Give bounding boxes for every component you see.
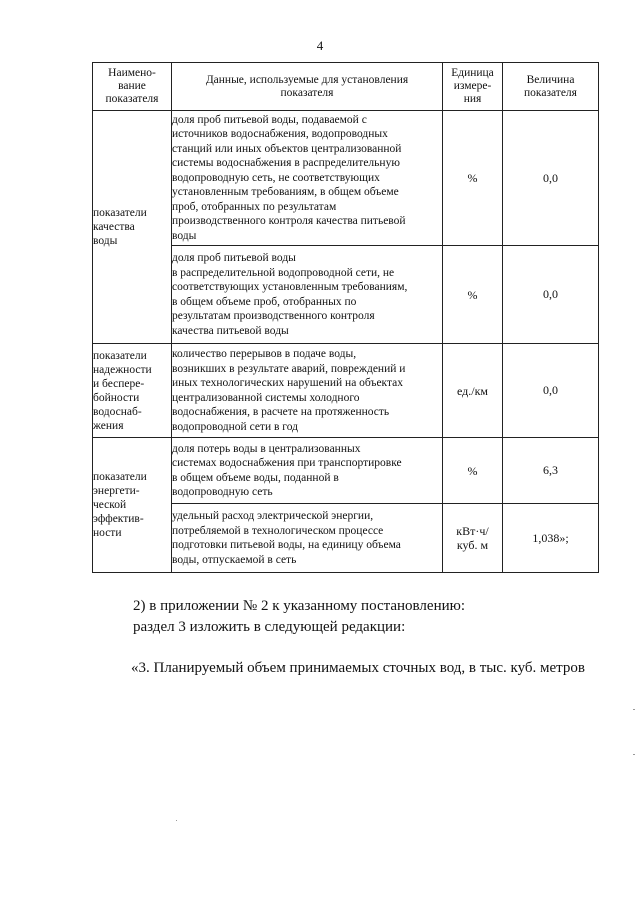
header-value: Величина показателя xyxy=(503,63,599,111)
page-number: 4 xyxy=(316,38,324,53)
scan-speck xyxy=(633,709,635,710)
header-data: Данные, используемые для установления показателя xyxy=(172,63,443,111)
row-unit: % xyxy=(443,111,503,246)
table-row xyxy=(93,438,599,504)
row-description: доля потерь воды в централизованных системах водоснабжения при транспортировке в общем объеме воды, поданной в водопроводную сеть xyxy=(172,438,443,504)
table-row xyxy=(93,344,599,438)
group-name-energy-efficiency: показатели энергети- ческой эффектив- ности xyxy=(93,438,172,573)
row-description: доля проб питьевой воды, подаваемой с источников водоснабжения, водопроводных станций или иных объектов централизованной системы водоснабжения в распределительную водопроводную сеть, не соответствующих установленным требованиям, в общем объеме проб, отобранных по результатам производственного контроля качества питьевой воды xyxy=(172,111,443,246)
indicators-table xyxy=(92,62,599,573)
header-unit: Единица измере- ния xyxy=(443,63,503,111)
row-value: 1,038»; xyxy=(503,504,599,573)
group-name-reliability: показатели надежности и беспере- бойности водоснаб- жения xyxy=(93,344,172,438)
table-row xyxy=(93,111,599,246)
row-unit: кВт·ч/ куб. м xyxy=(443,504,503,573)
table-header-row xyxy=(93,63,599,111)
row-description: доля проб питьевой воды в распределительной водопроводной сети, не соответствующих установленным требованиям, в общем объеме проб, отобранных по результатам производственного контроля качества питьевой воды xyxy=(172,246,443,344)
row-description: удельный расход электрической энергии, потребляемой в технологическом процессе подготовки питьевой воды, на единицу объема воды, отпускаемой в сеть xyxy=(172,504,443,573)
group-name-water-quality: показатели качества воды xyxy=(93,111,172,344)
row-value: 0,0 xyxy=(503,246,599,344)
scan-speck xyxy=(176,820,177,821)
row-value: 0,0 xyxy=(503,111,599,246)
scan-speck xyxy=(633,754,635,755)
header-name: Наимено- вание показателя xyxy=(93,63,172,111)
row-unit: % xyxy=(443,246,503,344)
row-unit: ед./км xyxy=(443,344,503,438)
row-unit: % xyxy=(443,438,503,504)
paragraph-line-1: 2) в приложении № 2 к указанному постановлению: xyxy=(133,598,465,614)
row-description: количество перерывов в подаче воды, возникших в результате аварий, повреждений и иных технологических нарушений на объектах централизованной системы холодного водоснабжения, в расчете на протяженность водопроводной сети в год xyxy=(172,344,443,438)
paragraph-line-3: «3. Планируемый объем принимаемых сточных вод, в тыс. куб. метров xyxy=(131,660,585,676)
paragraph-line-2: раздел 3 изложить в следующей редакции: xyxy=(133,619,406,635)
row-value: 6,3 xyxy=(503,438,599,504)
row-value: 0,0 xyxy=(503,344,599,438)
